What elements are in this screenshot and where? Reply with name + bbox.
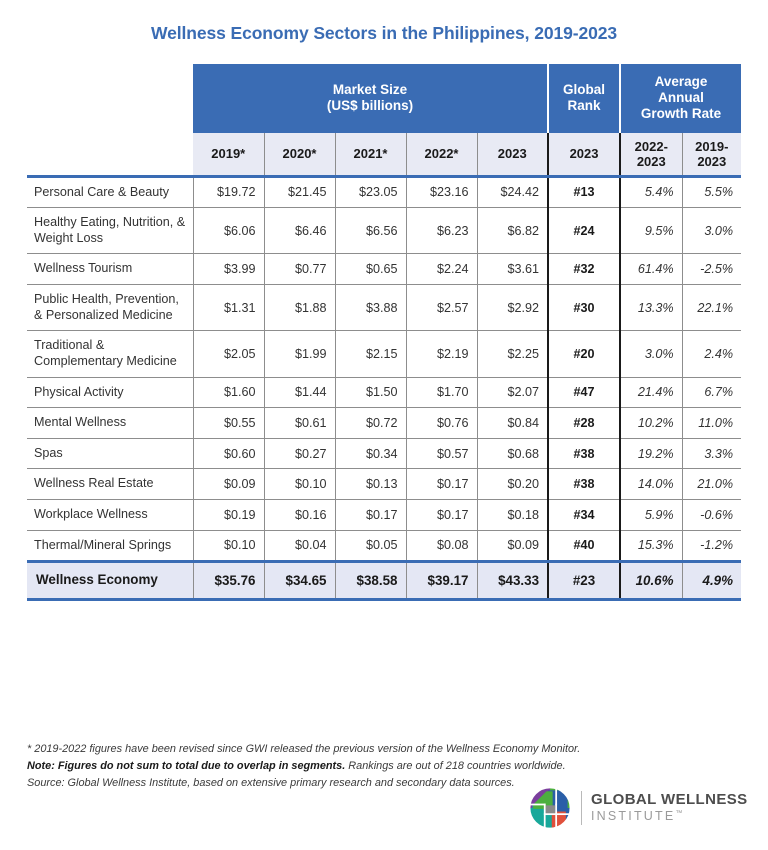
table-row	[27, 530, 741, 562]
footnote-note-bold: Note: Figures do not sum to total due to overlap in segments.	[27, 759, 346, 772]
subheader-growth-2022-2023	[620, 133, 682, 178]
cell-growth-2022-2023: 5.9%	[620, 499, 682, 530]
cell-global-rank: #20	[548, 331, 620, 377]
cell-market-size-y2023: $0.68	[477, 438, 548, 469]
cell-total-y2019: $35.76	[193, 562, 264, 600]
subheader-g1-line2: 2023	[636, 153, 666, 169]
cell-market-size-y2023: $0.20	[477, 469, 548, 500]
header-growth-rate	[620, 64, 741, 133]
cell-growth-2019-2023: 3.3%	[682, 438, 741, 469]
cell-global-rank: #47	[548, 377, 620, 408]
cell-sector-name: Workplace Wellness	[27, 499, 193, 530]
cell-market-size-y2021: $6.56	[335, 208, 406, 254]
table-row	[27, 469, 741, 500]
subheader-2021: 2021*	[335, 133, 406, 178]
table-row	[27, 208, 741, 254]
table-row	[27, 377, 741, 408]
cell-total-label: Wellness Economy	[27, 562, 193, 600]
cell-market-size-y2021: $0.05	[335, 530, 406, 562]
cell-market-size-y2020: $0.77	[264, 254, 335, 285]
logo-institute-text: INSTITUTE	[591, 809, 676, 824]
cell-market-size-y2020: $6.46	[264, 208, 335, 254]
cell-total-global-rank: #23	[548, 562, 620, 600]
table-row	[27, 254, 741, 285]
footnote-note-rest: Rankings are out of 218 countries worldwide.	[345, 759, 566, 772]
cell-market-size-y2020: $1.99	[264, 331, 335, 377]
global-wellness-institute-logo	[528, 786, 748, 830]
cell-total-y2022: $39.17	[406, 562, 477, 600]
header-bottom-rule	[27, 175, 741, 178]
cell-market-size-y2020: $1.44	[264, 377, 335, 408]
footnote-note	[27, 758, 727, 775]
cell-growth-2022-2023: 15.3%	[620, 530, 682, 562]
subheader-g2-line2: 2023	[697, 153, 727, 169]
table-row	[27, 331, 741, 377]
subheader-2022: 2022*	[406, 133, 477, 178]
cell-market-size-y2023: $2.92	[477, 285, 548, 331]
subheader-2019: 2019*	[193, 133, 264, 178]
cell-market-size-y2021: $0.72	[335, 408, 406, 439]
header-group-row	[27, 64, 741, 133]
cell-growth-2019-2023: 11.0%	[682, 408, 741, 439]
subheader-2023: 2023	[477, 133, 548, 178]
cell-global-rank: #30	[548, 285, 620, 331]
cell-market-size-y2023: $0.18	[477, 499, 548, 530]
cell-market-size-y2023: $2.07	[477, 377, 548, 408]
cell-growth-2019-2023: -2.5%	[682, 254, 741, 285]
cell-sector-name: Thermal/Mineral Springs	[27, 530, 193, 562]
cell-market-size-y2022: $2.57	[406, 285, 477, 331]
cell-sector-name: Public Health, Prevention, & Personalized Medicine	[27, 285, 193, 331]
cell-growth-2022-2023: 3.0%	[620, 331, 682, 377]
header-corner-blank	[27, 64, 193, 133]
cell-growth-2022-2023: 19.2%	[620, 438, 682, 469]
cell-market-size-y2019: $6.06	[193, 208, 264, 254]
cell-market-size-y2022: $0.17	[406, 469, 477, 500]
cell-market-size-y2021: $0.13	[335, 469, 406, 500]
subheader-rank-year: 2023	[548, 133, 620, 178]
table-body	[27, 178, 741, 600]
cell-market-size-y2022: $6.23	[406, 208, 477, 254]
table-header	[27, 64, 741, 178]
cell-market-size-y2020: $1.88	[264, 285, 335, 331]
cell-growth-2022-2023: 14.0%	[620, 469, 682, 500]
cell-market-size-y2023: $24.42	[477, 178, 548, 208]
header-global-rank	[548, 64, 620, 133]
cell-market-size-y2021: $0.65	[335, 254, 406, 285]
header-growth-line2: Annual	[658, 89, 704, 105]
cell-market-size-y2019: $19.72	[193, 178, 264, 208]
subheader-growth-2019-2023	[682, 133, 741, 178]
cell-sector-name: Mental Wellness	[27, 408, 193, 439]
logo-trademark: ™	[675, 810, 683, 818]
cell-market-size-y2022: $0.57	[406, 438, 477, 469]
cell-market-size-y2022: $0.08	[406, 530, 477, 562]
cell-market-size-y2023: $0.84	[477, 408, 548, 439]
footnote-revision: * 2019-2022 figures have been revised since GWI released the previous version of the Wellness Economy Monitor.	[27, 743, 581, 755]
cell-market-size-y2023: $2.25	[477, 331, 548, 377]
cell-growth-2019-2023: -0.6%	[682, 499, 741, 530]
cell-market-size-y2019: $0.55	[193, 408, 264, 439]
cell-market-size-y2020: $0.61	[264, 408, 335, 439]
header-market-size	[193, 64, 548, 133]
cell-market-size-y2022: $2.24	[406, 254, 477, 285]
header-global-rank-line1: Global	[563, 81, 606, 97]
cell-market-size-y2019: $3.99	[193, 254, 264, 285]
logo-divider	[581, 791, 582, 825]
cell-market-size-y2022: $0.76	[406, 408, 477, 439]
cell-growth-2019-2023: 2.4%	[682, 331, 741, 377]
cell-market-size-y2022: $0.17	[406, 499, 477, 530]
cell-market-size-y2023: $3.61	[477, 254, 548, 285]
header-subrow	[27, 133, 741, 178]
cell-growth-2019-2023: 22.1%	[682, 285, 741, 331]
cell-market-size-y2019: $0.09	[193, 469, 264, 500]
logo-name-bottom	[591, 810, 748, 823]
cell-market-size-y2022: $2.19	[406, 331, 477, 377]
cell-market-size-y2019: $0.60	[193, 438, 264, 469]
cell-sector-name: Healthy Eating, Nutrition, & Weight Loss	[27, 208, 193, 254]
cell-market-size-y2019: $1.60	[193, 377, 264, 408]
cell-sector-name: Wellness Real Estate	[27, 469, 193, 500]
cell-market-size-y2021: $0.34	[335, 438, 406, 469]
header-growth-line1: Average	[654, 74, 708, 89]
cell-market-size-y2020: $0.27	[264, 438, 335, 469]
subheader-g1-line1: 2022-	[634, 138, 668, 154]
cell-market-size-y2022: $23.16	[406, 178, 477, 208]
cell-market-size-y2022: $1.70	[406, 377, 477, 408]
cell-total-growth-2022-2023: 10.6%	[620, 562, 682, 600]
cell-global-rank: #32	[548, 254, 620, 285]
cell-sector-name: Physical Activity	[27, 377, 193, 408]
cell-total-y2020: $34.65	[264, 562, 335, 600]
cell-market-size-y2020: $0.10	[264, 469, 335, 500]
cell-market-size-y2019: $2.05	[193, 331, 264, 377]
wellness-table-container	[27, 64, 741, 601]
footnotes	[27, 741, 727, 792]
footnote-source: Source: Global Wellness Institute, based on extensive primary research and secondary data sources.	[27, 776, 515, 789]
cell-market-size-y2020: $0.04	[264, 530, 335, 562]
cell-growth-2019-2023: 6.7%	[682, 377, 741, 408]
cell-growth-2019-2023: 5.5%	[682, 178, 741, 208]
subheader-2020: 2020*	[264, 133, 335, 178]
header-market-size-line1: Market Size	[332, 81, 408, 97]
cell-growth-2019-2023: 3.0%	[682, 208, 741, 254]
cell-market-size-y2019: $1.31	[193, 285, 264, 331]
table-row	[27, 285, 741, 331]
cell-sector-name: Traditional & Complementary Medicine	[27, 331, 193, 377]
table-total-row	[27, 562, 741, 600]
cell-growth-2022-2023: 13.3%	[620, 285, 682, 331]
cell-growth-2022-2023: 21.4%	[620, 377, 682, 408]
table-row	[27, 499, 741, 530]
cell-market-size-y2019: $0.10	[193, 530, 264, 562]
cell-market-size-y2021: $2.15	[335, 331, 406, 377]
cell-growth-2022-2023: 61.4%	[620, 254, 682, 285]
cell-total-y2021: $38.58	[335, 562, 406, 600]
wellness-economy-table	[27, 64, 741, 601]
cell-global-rank: #38	[548, 438, 620, 469]
cell-market-size-y2021: $23.05	[335, 178, 406, 208]
cell-growth-2022-2023: 5.4%	[620, 178, 682, 208]
cell-market-size-y2020: $0.16	[264, 499, 335, 530]
logo-wordmark	[591, 792, 748, 823]
cell-global-rank: #24	[548, 208, 620, 254]
table-row	[27, 408, 741, 439]
gwi-circle-logo-icon	[528, 786, 572, 830]
cell-growth-2022-2023: 9.5%	[620, 208, 682, 254]
subheader-g2-line1: 2019-	[695, 138, 729, 154]
cell-global-rank: #28	[548, 408, 620, 439]
cell-global-rank: #34	[548, 499, 620, 530]
cell-growth-2019-2023: -1.2%	[682, 530, 741, 562]
cell-market-size-y2023: $6.82	[477, 208, 548, 254]
cell-market-size-y2021: $1.50	[335, 377, 406, 408]
cell-market-size-y2021: $0.17	[335, 499, 406, 530]
cell-market-size-y2020: $21.45	[264, 178, 335, 208]
cell-growth-2019-2023: 21.0%	[682, 469, 741, 500]
cell-growth-2022-2023: 10.2%	[620, 408, 682, 439]
header-market-size-line2: (US$ billions)	[326, 97, 414, 113]
cell-market-size-y2023: $0.09	[477, 530, 548, 562]
cell-total-growth-2019-2023: 4.9%	[682, 562, 741, 600]
cell-global-rank: #40	[548, 530, 620, 562]
cell-global-rank: #13	[548, 178, 620, 208]
cell-sector-name: Personal Care & Beauty	[34, 184, 170, 199]
logo-name-top: GLOBAL WELLNESS	[591, 791, 748, 809]
table-row	[27, 178, 741, 208]
page-title: Wellness Economy Sectors in the Philippines, 2019-2023	[151, 23, 617, 43]
table-row	[27, 438, 741, 469]
cell-sector-name: Spas	[27, 438, 193, 469]
header-global-rank-line2: Rank	[567, 97, 601, 113]
cell-total-y2023: $43.33	[477, 562, 548, 600]
cell-market-size-y2021: $3.88	[335, 285, 406, 331]
cell-sector-name: Wellness Tourism	[27, 254, 193, 285]
subheader-blank	[27, 133, 193, 178]
header-growth-line3: Growth Rate	[640, 105, 722, 121]
cell-market-size-y2019: $0.19	[193, 499, 264, 530]
cell-global-rank: #38	[548, 469, 620, 500]
